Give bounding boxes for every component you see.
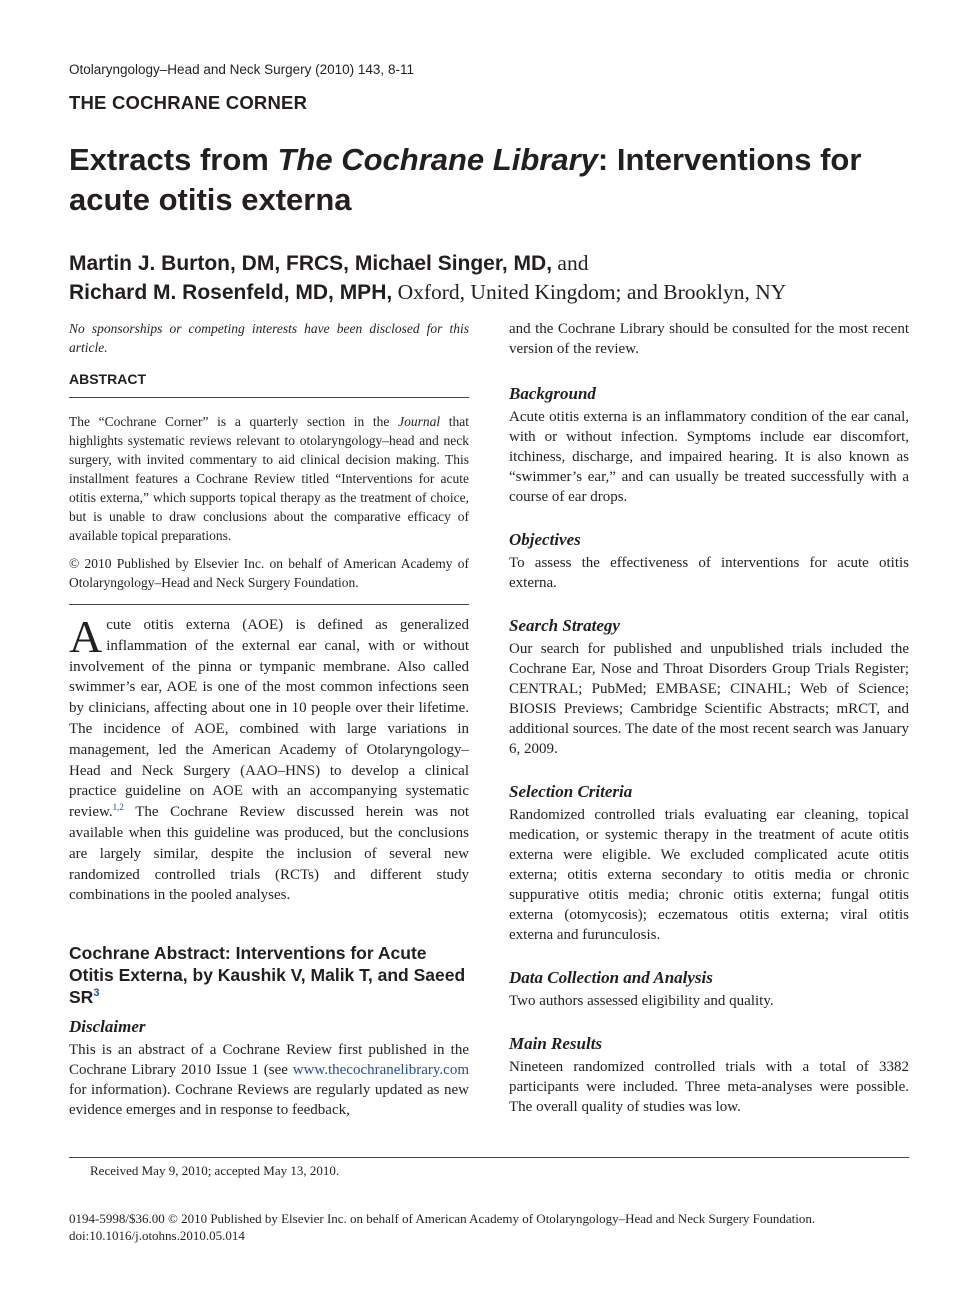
authors-line-2: Richard M. Rosenfeld, MD, MPH, bbox=[69, 281, 393, 304]
intro-text-a: cute otitis externa (AOE) is defined as generalized inflammation of the external ear canal, with or without involvement of the pinna or tympanic membrane. Also called swimmer’s ear, AOE is one of the most common infections seen by clinicians, affecting about one in 10 people over their lifetime. The incidence of AOE, combined with large variations in management, led the American Academy of Otolaryngology–Head and Neck Surgery (AAO–HNS) to develop a clinical practice guideline on AOE with an accompanying systematic review. bbox=[69, 617, 469, 821]
abstract-heading: ABSTRACT bbox=[69, 369, 469, 398]
main-results-text: Nineteen randomized controlled trials with a total of 3382 participants were included. Three meta-analyses were possible. The overall quality of studies was low. bbox=[509, 1059, 909, 1115]
title-part-2: : Interventions for acute otitis externa bbox=[69, 142, 862, 217]
author-list bbox=[69, 249, 949, 307]
cochrane-abstract-heading bbox=[69, 942, 469, 1008]
selection-criteria-text: Randomized controlled trials evaluating ear cleaning, topical medication, or systemic therapy in the treatment of acute otitis externa were eligible. We excluded complicated acute otitis externa; otitis externa secondary to otitis media or chronic suppurative otitis media; chronic otitis externa; fungal otitis externa (otomycosis); eczematous otitis externa; viral otitis externa and furunculosis. bbox=[509, 807, 909, 943]
journal-citation: Otolaryngology–Head and Neck Surgery (2010) 143, 8-11 bbox=[69, 62, 414, 77]
abstract-copyright: © 2010 Published by Elsevier Inc. on behalf of American Academy of Otolaryngology–Head and Neck Surgery Foundation. bbox=[69, 556, 469, 590]
main-results-heading: Main Results bbox=[509, 1034, 603, 1053]
intro-paragraph bbox=[69, 611, 469, 906]
doi: doi:10.1016/j.otohns.2010.05.014 bbox=[69, 1228, 245, 1243]
disclaimer-heading: Disclaimer bbox=[69, 1017, 146, 1037]
data-collection-text: Two authors assessed eligibility and quality. bbox=[509, 993, 774, 1009]
authors-line-1: Martin J. Burton, DM, FRCS, Michael Singer, MD, bbox=[69, 252, 553, 275]
disclaimer-text bbox=[69, 1040, 469, 1120]
background-heading: Background bbox=[509, 384, 596, 403]
received-dates: Received May 9, 2010; accepted May 13, 2010. bbox=[90, 1163, 340, 1178]
left-column bbox=[69, 319, 469, 1120]
objectives-heading: Objectives bbox=[509, 530, 581, 549]
section-label: THE COCHRANE CORNER bbox=[69, 92, 308, 113]
article-title bbox=[69, 140, 919, 220]
cochrane-heading-text: Cochrane Abstract: Interventions for Acute Otitis Externa, by Kaushik V, Malik T, and Saeed SR bbox=[69, 943, 466, 1008]
selection-criteria-heading: Selection Criteria bbox=[509, 782, 633, 801]
right-column bbox=[509, 319, 909, 1117]
cochrane-citation-link[interactable]: 3 bbox=[93, 987, 100, 1000]
citation-link[interactable]: 1,2 bbox=[112, 802, 124, 813]
data-collection-heading: Data Collection and Analysis bbox=[509, 968, 713, 987]
authors-line-1-tail: and bbox=[552, 251, 589, 275]
disclaimer-continuation: and the Cochrane Library should be consulted for the most recent version of the review. bbox=[509, 321, 909, 357]
intro-text-b: The Cochrane Review discussed herein was not available when this guideline was produced, but the conclusions are largely similar, despite the inclusion of several new randomized controlled trials (RCTs) and different study combinations in the pooled analyses. bbox=[69, 804, 469, 904]
disclaimer-text-a: This is an abstract of a Cochrane Review first published in the Cochrane Library 2010 Issue 1 (see bbox=[69, 1042, 469, 1079]
abstract-text-b: that highlights systematic reviews relevant to otolaryngology–head and neck surgery, with invited commentary to aid clinical decision making. This installment features a Cochrane Review titled “Interventions for acute otitis externa,” which supports topical therapy as the treatment of choice, but is unable to draw conclusions about the comparative efficacy of available topical preparations. bbox=[69, 414, 469, 543]
abstract-text bbox=[69, 412, 469, 545]
disclaimer-text-b: for information). Cochrane Reviews are regularly updated as new evidence emerges and in response to feedback, bbox=[69, 1082, 469, 1119]
objectives-text: To assess the effectiveness of interventions for acute otitis externa. bbox=[509, 555, 909, 591]
author-affiliation: Oxford, United Kingdom; and Brooklyn, NY bbox=[392, 280, 787, 304]
issn-copyright: 0194-5998/$36.00 © 2010 Published by Elsevier Inc. on behalf of American Academy of Otolaryngology–Head and Neck Surgery Foundation. bbox=[69, 1211, 816, 1226]
background-text: Acute otitis externa is an inflammatory condition of the ear canal, with or without infection. Symptoms include ear discomfort, itchiness, discharge, and impaired hearing. It is also known as “swimmer’s ear,” and can usually be treated successfully with a course of ear drops. bbox=[509, 409, 909, 505]
abstract-journal: Journal bbox=[398, 414, 441, 429]
abstract-divider bbox=[69, 604, 469, 605]
search-strategy-heading: Search Strategy bbox=[509, 616, 620, 635]
title-italic: The Cochrane Library bbox=[277, 142, 598, 177]
drop-cap: A bbox=[69, 611, 103, 662]
cochrane-library-link[interactable]: www.thecochranelibrary.com bbox=[292, 1062, 469, 1079]
search-strategy-text: Our search for published and unpublished trials included the Cochrane Ear, Nose and Throat Disorders Group Trials Register; CENTRAL; PubMed; EMBASE; CINAHL; Web of Science; BIOSIS Previews; Cambridge Scientific Abstracts; mRCT, and additional sources. The date of the most recent search was January 6, 2009. bbox=[509, 641, 909, 757]
abstract-text-a: The “Cochrane Corner” is a quarterly section in the bbox=[69, 414, 399, 429]
title-part-1: Extracts from bbox=[69, 142, 278, 177]
footer-divider bbox=[69, 1157, 909, 1158]
sponsorship-note: No sponsorships or competing interests have been disclosed for this article. bbox=[69, 321, 469, 355]
